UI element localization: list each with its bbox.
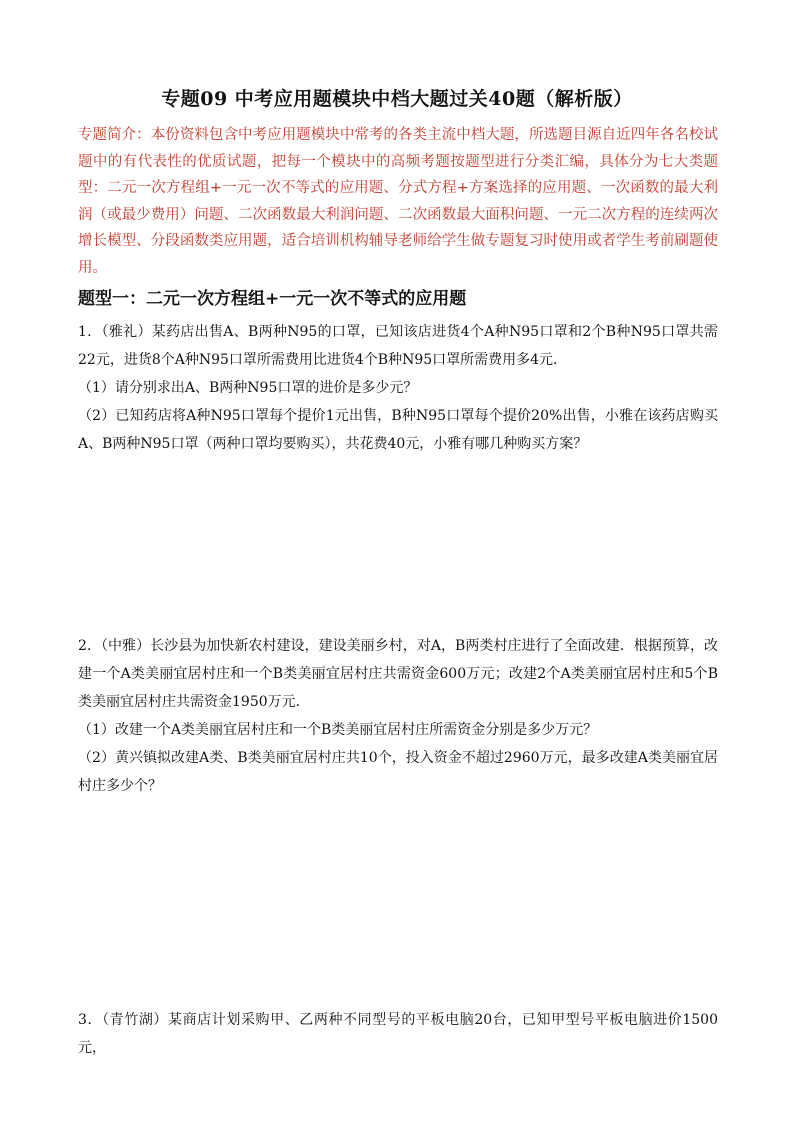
document-title: 专题09 中考应用题模块中档大题过关40题（解析版） [161,88,633,110]
question-1 [78,318,718,458]
question-2-part-1: （1）改建一个A类美丽宜居村庄和一个B类美丽宜居村庄所需资金分别是多少万元？ [78,722,598,738]
question-1-stem: 1．（雅礼）某药店出售A、B两种N95的口罩，已知该店进货4个A种N95口罩和2个B种N95口罩共需22元，进货8个A种N95口罩所需费用比进货4个B种N95口罩所需费用多4元． [78,324,718,368]
question-3 [78,1006,718,1062]
topic-introduction: 专题简介：本份资料包含中考应用题模块中常考的各类主流中档大题，所选题目源自近四年各名校试题中的有代表性的优质试题，把每一个模块中的高频考题按题型进行分类汇编，具体分为七大类题型：二元一次方程组+一元一次不等式的应用题、分式方程+方案选择的应用题、一次函数的最大利润（或最少费用）问题、二次函数最大利润问题、二次函数最大面积问题、一元二次方程的连续两次增长模型、分段函数类应用题，适合培训机构辅导老师给学生做专题复习时使用或者学生考前刷题使用。 [78,127,718,276]
question-2-part-2: （2）黄兴镇拟改建A类、B类美丽宜居村庄共10个，投入资金不超过2960万元，最多改建A类美丽宜居村庄多少个？ [78,750,718,794]
section-heading: 题型一：二元一次方程组+一元一次不等式的应用题 [78,289,467,309]
question-1-part-1: （1）请分别求出A、B两种N95口罩的进价是多少元？ [78,380,418,396]
question-2-stem: 2．（中雅）长沙县为加快新农村建设，建设美丽乡村，对A，B两类村庄进行了全面改建．根据预算，改建一个A类美丽宜居村庄和一个B类美丽宜居村庄共需资金600万元；改建2个A类美丽宜居村庄和5个B类美丽宜居村庄共需资金1950万元． [78,638,718,710]
question-3-stem: 3．（青竹湖）某商店计划采购甲、乙两种不同型号的平板电脑20台，已知甲型号平板电脑进价1500元， [78,1012,718,1056]
question-2 [78,632,718,800]
question-1-part-2: （2）已知药店将A种N95口罩每个提价1元出售，B种N95口罩每个提价20%出售，小雅在该药店购买A、B两种N95口罩（两种口罩均要购买），共花费40元，小雅有哪几种购买方案？ [78,408,718,452]
